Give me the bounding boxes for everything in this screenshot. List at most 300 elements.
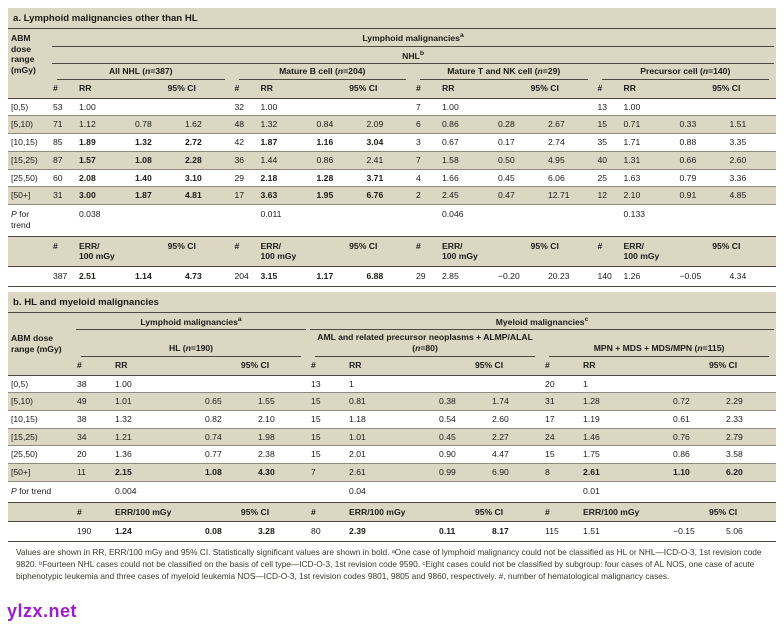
table-cell: 2.29 bbox=[723, 393, 776, 411]
col-count: # bbox=[413, 236, 439, 266]
table-cell: 0.47 bbox=[495, 187, 545, 205]
span-header-nhl: NHL$^b$ bbox=[50, 47, 776, 65]
table-cell: 0.86 bbox=[670, 446, 723, 464]
table-cell: 1.71 bbox=[621, 134, 677, 152]
table-cell: 2.61 bbox=[346, 464, 436, 482]
table-cell: 2.41 bbox=[364, 151, 414, 169]
table-cell bbox=[670, 375, 723, 393]
table-cell: [5,10) bbox=[8, 393, 74, 411]
table-cell bbox=[8, 267, 50, 287]
table-cell: 0.78 bbox=[132, 116, 182, 134]
table-cell: 32 bbox=[232, 98, 258, 116]
table-cell: 3.10 bbox=[182, 169, 232, 187]
span-header-lymphoid: Lymphoid malignancies$^a$ bbox=[50, 29, 776, 47]
table-cell: 60 bbox=[50, 169, 76, 187]
table-cell: 25 bbox=[595, 169, 621, 187]
table-cell: 2.61 bbox=[580, 464, 670, 482]
table-cell: 4.30 bbox=[255, 464, 308, 482]
table-cell: 0.11 bbox=[436, 522, 489, 542]
table-cell: 2.79 bbox=[723, 428, 776, 446]
table-row bbox=[8, 446, 776, 464]
table-cell: 0.77 bbox=[202, 446, 255, 464]
table-row bbox=[8, 134, 776, 152]
table-cell: 1.18 bbox=[346, 411, 436, 429]
col-ci: 95% CI bbox=[670, 357, 776, 375]
col-rr: RR bbox=[258, 80, 314, 98]
table-cell: 80 bbox=[308, 522, 346, 542]
col-err: ERR/100 mGy bbox=[112, 502, 202, 522]
table-cell: 15 bbox=[542, 446, 580, 464]
table-cell: 6.88 bbox=[364, 267, 414, 287]
table-cell bbox=[723, 375, 776, 393]
table-cell: 49 bbox=[74, 393, 112, 411]
table-cell: 0.38 bbox=[436, 393, 489, 411]
table-cell: 115 bbox=[542, 522, 580, 542]
table-cell: 6.76 bbox=[364, 187, 414, 205]
col-err: ERR/100 mGy bbox=[346, 502, 436, 522]
col-ci: 95% CI bbox=[202, 502, 308, 522]
table-cell: 1.14 bbox=[132, 267, 182, 287]
table-cell: 38 bbox=[74, 375, 112, 393]
col-rr: RR bbox=[439, 80, 495, 98]
panel-a-table bbox=[8, 29, 776, 287]
table-cell: 85 bbox=[50, 134, 76, 152]
table-cell: 1.63 bbox=[621, 169, 677, 187]
table-cell: 1.55 bbox=[255, 393, 308, 411]
table-cell: 1.75 bbox=[580, 446, 670, 464]
p-trend-row bbox=[8, 205, 776, 236]
table-cell: 1.00 bbox=[258, 98, 314, 116]
table-cell: 1.12 bbox=[76, 116, 132, 134]
table-cell: 20 bbox=[74, 446, 112, 464]
table-cell bbox=[677, 98, 727, 116]
table-cell: 1.17 bbox=[314, 267, 364, 287]
col-ci: 95% CI bbox=[677, 236, 777, 266]
table-cell: [15,25) bbox=[8, 428, 74, 446]
table-cell: 4.85 bbox=[727, 187, 777, 205]
table-cell: 0.17 bbox=[495, 134, 545, 152]
table-cell: 4.95 bbox=[545, 151, 595, 169]
table-cell: 1.57 bbox=[76, 151, 132, 169]
watermark: ylzx.net bbox=[7, 601, 78, 621]
col-count: # bbox=[595, 80, 621, 98]
table-cell: 15 bbox=[308, 411, 346, 429]
table-cell: −0.15 bbox=[670, 522, 723, 542]
table-cell: 1.00 bbox=[621, 98, 677, 116]
table-cell: 87 bbox=[50, 151, 76, 169]
table-cell: 71 bbox=[50, 116, 76, 134]
table-cell: [15,25) bbox=[8, 151, 50, 169]
table-cell bbox=[436, 375, 489, 393]
table-cell: 20 bbox=[542, 375, 580, 393]
table-cell: −0.20 bbox=[495, 267, 545, 287]
table-cell bbox=[8, 522, 74, 542]
table-cell: 1.28 bbox=[580, 393, 670, 411]
table-row bbox=[8, 522, 776, 542]
table-cell: 7 bbox=[308, 464, 346, 482]
table-cell: 0.79 bbox=[677, 169, 727, 187]
table-cell: 31 bbox=[50, 187, 76, 205]
col-ci: 95% CI bbox=[495, 236, 595, 266]
col-err: ERR/ 100 mGy bbox=[76, 236, 132, 266]
table-row bbox=[8, 375, 776, 393]
table-cell: 2.10 bbox=[621, 187, 677, 205]
table-cell: −0.05 bbox=[677, 267, 727, 287]
span-header-myeloid: Myeloid malignancies$^c$ bbox=[308, 313, 776, 331]
table-row bbox=[8, 428, 776, 446]
table-cell: 1.19 bbox=[580, 411, 670, 429]
table-row bbox=[8, 169, 776, 187]
table-cell: 40 bbox=[595, 151, 621, 169]
table-cell bbox=[255, 375, 308, 393]
table-cell: 15 bbox=[595, 116, 621, 134]
table-cell bbox=[545, 98, 595, 116]
table-cell bbox=[314, 98, 364, 116]
span-header-lymphoid: Lymphoid malignancies$^a$ bbox=[74, 313, 308, 331]
table-cell: 2.27 bbox=[489, 428, 542, 446]
table-cell: 1.36 bbox=[112, 446, 202, 464]
table-cell: 13 bbox=[595, 98, 621, 116]
table-cell: [50+] bbox=[8, 187, 50, 205]
col-err: ERR/ 100 mGy bbox=[621, 236, 677, 266]
table-cell: 2.45 bbox=[439, 187, 495, 205]
col-count: # bbox=[595, 236, 621, 266]
table-cell: 0.54 bbox=[436, 411, 489, 429]
table-cell: 3.00 bbox=[76, 187, 132, 205]
col-ci: 95% CI bbox=[670, 502, 776, 522]
col-count: # bbox=[232, 80, 258, 98]
table-cell: [25,50) bbox=[8, 169, 50, 187]
table-cell: 1.10 bbox=[670, 464, 723, 482]
table-cell bbox=[364, 98, 414, 116]
table-cell: 2 bbox=[413, 187, 439, 205]
table-cell: 3.15 bbox=[258, 267, 314, 287]
table-cell bbox=[202, 375, 255, 393]
table-cell: 53 bbox=[50, 98, 76, 116]
table-cell: [10,15) bbox=[8, 411, 74, 429]
table-cell: 15 bbox=[308, 446, 346, 464]
table-cell: 4.34 bbox=[727, 267, 777, 287]
col-count: # bbox=[542, 502, 580, 522]
col-ci: 95% CI bbox=[314, 236, 414, 266]
group-header-mature-t-nk: Mature T and NK cell (n=29) bbox=[413, 64, 595, 80]
table-cell: 4.81 bbox=[182, 187, 232, 205]
table-cell: 1.00 bbox=[76, 98, 132, 116]
table-cell: 1.32 bbox=[258, 116, 314, 134]
table-cell: 0.33 bbox=[677, 116, 727, 134]
p-trend-value: 0.004 bbox=[112, 481, 202, 502]
table-row bbox=[8, 98, 776, 116]
table-row bbox=[8, 267, 776, 287]
table-row bbox=[8, 116, 776, 134]
col-rr: RR bbox=[112, 357, 202, 375]
dose-range-header: ABM dose range (mGy) bbox=[8, 313, 74, 375]
table-cell: 17 bbox=[542, 411, 580, 429]
table-cell: 1.89 bbox=[76, 134, 132, 152]
col-count: # bbox=[232, 236, 258, 266]
table-cell: 4 bbox=[413, 169, 439, 187]
col-count: # bbox=[542, 357, 580, 375]
table-cell: 2.18 bbox=[258, 169, 314, 187]
col-rr: RR bbox=[76, 80, 132, 98]
footnote: Values are shown in RR, ERR/100 mGy and 95% CI. Statistically significant values are shown in bold. ᵃOne case of lymphoid malignancy could not be classified as HL or NHL—ICD-O-3, 1st revision code 9820. ᵇFourteen NHL cases could not be classified on the basis of cell type—ICD-O-3, 1st revision code 9590. ᶜEight cases could not be classified by subgroup: four cases of AL NOS, one case of acute biphenotypic leukemia and three cases of myeloid leukemia NOS—ICD-O-3, 1st revision codes 9801, 9805 and 9860, respectively. #, number of hematological malignancy cases. bbox=[16, 547, 762, 582]
table-cell: 7 bbox=[413, 98, 439, 116]
table-cell: 24 bbox=[542, 428, 580, 446]
table-cell: [25,50) bbox=[8, 446, 74, 464]
table-cell: 2.60 bbox=[727, 151, 777, 169]
col-err: ERR/ 100 mGy bbox=[258, 236, 314, 266]
table-cell bbox=[182, 98, 232, 116]
table-cell: 1.46 bbox=[580, 428, 670, 446]
p-trend-value: 0.011 bbox=[258, 205, 314, 236]
table-row bbox=[8, 411, 776, 429]
table-cell: 5.06 bbox=[723, 522, 776, 542]
table-cell: 2.85 bbox=[439, 267, 495, 287]
table-cell: 1.95 bbox=[314, 187, 364, 205]
group-header-hl: HL (n=190) bbox=[74, 330, 308, 356]
table-cell: 2.09 bbox=[364, 116, 414, 134]
p-trend-value: 0.038 bbox=[76, 205, 132, 236]
table-cell: 12.71 bbox=[545, 187, 595, 205]
table-cell: 3.63 bbox=[258, 187, 314, 205]
table-cell: 2.60 bbox=[489, 411, 542, 429]
table-cell: 0.67 bbox=[439, 134, 495, 152]
table-cell: 1.74 bbox=[489, 393, 542, 411]
col-ci: 95% CI bbox=[677, 80, 777, 98]
table-cell: 0.90 bbox=[436, 446, 489, 464]
table-cell: 1.31 bbox=[621, 151, 677, 169]
table-cell: 387 bbox=[50, 267, 76, 287]
table-cell: 0.72 bbox=[670, 393, 723, 411]
col-count: # bbox=[50, 80, 76, 98]
table-cell: 1.66 bbox=[439, 169, 495, 187]
table-cell: 38 bbox=[74, 411, 112, 429]
err-header-row bbox=[8, 236, 776, 266]
table-cell: 0.81 bbox=[346, 393, 436, 411]
table-cell: 34 bbox=[74, 428, 112, 446]
table-cell: 6.06 bbox=[545, 169, 595, 187]
table-cell: 3.36 bbox=[727, 169, 777, 187]
table-cell: 4.47 bbox=[489, 446, 542, 464]
table-cell: 0.50 bbox=[495, 151, 545, 169]
table-cell: 2.72 bbox=[182, 134, 232, 152]
col-rr: RR bbox=[580, 357, 670, 375]
table-cell: 0.99 bbox=[436, 464, 489, 482]
table-cell: 8.17 bbox=[489, 522, 542, 542]
table-cell: 29 bbox=[232, 169, 258, 187]
table-cell: 7 bbox=[413, 151, 439, 169]
table-cell: 12 bbox=[595, 187, 621, 205]
table-cell: 2.28 bbox=[182, 151, 232, 169]
panel-b-table bbox=[8, 313, 776, 542]
col-count: # bbox=[74, 357, 112, 375]
table-cell: 48 bbox=[232, 116, 258, 134]
group-header-precursor: Precursor cell (n=140) bbox=[595, 64, 777, 80]
p-trend-value: 0.04 bbox=[346, 481, 436, 502]
table-cell: 2.74 bbox=[545, 134, 595, 152]
table-cell: 0.71 bbox=[621, 116, 677, 134]
table-cell: 204 bbox=[232, 267, 258, 287]
table-cell bbox=[132, 98, 182, 116]
col-ci: 95% CI bbox=[495, 80, 595, 98]
col-ci: 95% CI bbox=[202, 357, 308, 375]
column-header-row bbox=[8, 80, 776, 98]
table-cell: 2.39 bbox=[346, 522, 436, 542]
col-count: # bbox=[308, 502, 346, 522]
col-ci: 95% CI bbox=[436, 502, 542, 522]
table-cell: 1.87 bbox=[132, 187, 182, 205]
table-cell: 2.08 bbox=[76, 169, 132, 187]
table-cell: 0.84 bbox=[314, 116, 364, 134]
table-cell: 1.32 bbox=[112, 411, 202, 429]
table-cell: 4.73 bbox=[182, 267, 232, 287]
table-cell: 15 bbox=[308, 393, 346, 411]
p-trend-row bbox=[8, 481, 776, 502]
table-cell: 0.88 bbox=[677, 134, 727, 152]
table-cell: 0.45 bbox=[495, 169, 545, 187]
table-cell: [50+] bbox=[8, 464, 74, 482]
table-cell: 140 bbox=[595, 267, 621, 287]
col-err: ERR/100 mGy bbox=[580, 502, 670, 522]
table-cell: 1.26 bbox=[621, 267, 677, 287]
col-count: # bbox=[74, 502, 112, 522]
table-cell: 0.61 bbox=[670, 411, 723, 429]
group-header-aml: AML and related precursor neoplasms + ALMP/ALAL (n=80) bbox=[308, 330, 542, 356]
table-cell: 2.10 bbox=[255, 411, 308, 429]
table-cell: 2.15 bbox=[112, 464, 202, 482]
table-cell: 0.28 bbox=[495, 116, 545, 134]
table-cell: 3.71 bbox=[364, 169, 414, 187]
table-cell: 8 bbox=[542, 464, 580, 482]
table-cell: 31 bbox=[542, 393, 580, 411]
table-cell: 1.00 bbox=[439, 98, 495, 116]
err-header-row bbox=[8, 502, 776, 522]
table-cell: 29 bbox=[413, 267, 439, 287]
col-ci: 95% CI bbox=[436, 357, 542, 375]
table-cell: [0,5) bbox=[8, 98, 50, 116]
p-trend-value: 0.01 bbox=[580, 481, 670, 502]
group-header-all-nhl: All NHL (n=387) bbox=[50, 64, 232, 80]
p-trend-value: 0.046 bbox=[439, 205, 495, 236]
table-cell: 3.58 bbox=[723, 446, 776, 464]
table-cell: 2.51 bbox=[76, 267, 132, 287]
column-header-row bbox=[8, 357, 776, 375]
table-cell: 1.44 bbox=[258, 151, 314, 169]
table-cell: 13 bbox=[308, 375, 346, 393]
table-cell bbox=[727, 98, 777, 116]
table-cell bbox=[489, 375, 542, 393]
table-cell: 2.33 bbox=[723, 411, 776, 429]
table-cell: 1.00 bbox=[112, 375, 202, 393]
table-cell: 0.91 bbox=[677, 187, 727, 205]
table-cell: 0.82 bbox=[202, 411, 255, 429]
table-row bbox=[8, 151, 776, 169]
group-header-mpn-mds: MPN + MDS + MDS/MPN (n=115) bbox=[542, 330, 776, 356]
table-cell: 2.38 bbox=[255, 446, 308, 464]
table-row bbox=[8, 464, 776, 482]
table-row bbox=[8, 187, 776, 205]
table-cell: 3.28 bbox=[255, 522, 308, 542]
col-ci: 95% CI bbox=[132, 236, 232, 266]
table-cell: 2.01 bbox=[346, 446, 436, 464]
table-cell: 6.20 bbox=[723, 464, 776, 482]
table-cell: 1.16 bbox=[314, 134, 364, 152]
group-header-mature-b: Mature B cell (n=204) bbox=[232, 64, 414, 80]
table-cell: 1.98 bbox=[255, 428, 308, 446]
table-cell: 1 bbox=[580, 375, 670, 393]
table-cell: 6.90 bbox=[489, 464, 542, 482]
table-cell: 0.45 bbox=[436, 428, 489, 446]
col-count: # bbox=[413, 80, 439, 98]
table-cell: 11 bbox=[74, 464, 112, 482]
table-cell: 1.01 bbox=[346, 428, 436, 446]
p-trend-value: 0.133 bbox=[621, 205, 677, 236]
table-cell: 1.87 bbox=[258, 134, 314, 152]
table-cell: 1.58 bbox=[439, 151, 495, 169]
table-cell: 0.74 bbox=[202, 428, 255, 446]
table-row bbox=[8, 393, 776, 411]
table-cell: 1.01 bbox=[112, 393, 202, 411]
table-cell: 1.62 bbox=[182, 116, 232, 134]
table-cell: 1.24 bbox=[112, 522, 202, 542]
col-rr: RR bbox=[346, 357, 436, 375]
col-count: # bbox=[308, 357, 346, 375]
col-rr: RR bbox=[621, 80, 677, 98]
table-cell: 0.66 bbox=[677, 151, 727, 169]
table-cell: 1.08 bbox=[202, 464, 255, 482]
table-cell: 36 bbox=[232, 151, 258, 169]
table-cell: [0,5) bbox=[8, 375, 74, 393]
table-cell: 6 bbox=[413, 116, 439, 134]
table-cell: 0.76 bbox=[670, 428, 723, 446]
table-cell: 0.86 bbox=[439, 116, 495, 134]
panel-a-title: a. Lymphoid malignancies other than HL bbox=[8, 8, 776, 29]
table-cell bbox=[495, 98, 545, 116]
table-cell: 0.08 bbox=[202, 522, 255, 542]
table-cell: 1.08 bbox=[132, 151, 182, 169]
p-trend-label: P for trend bbox=[8, 205, 50, 236]
panel-b-title: b. HL and myeloid malignancies bbox=[8, 292, 776, 313]
table-cell: [10,15) bbox=[8, 134, 50, 152]
col-ci: 95% CI bbox=[132, 80, 232, 98]
table-cell: 42 bbox=[232, 134, 258, 152]
table-cell: 1.21 bbox=[112, 428, 202, 446]
table-cell: 15 bbox=[308, 428, 346, 446]
table-cell: 35 bbox=[595, 134, 621, 152]
p-trend-label: P for trend bbox=[8, 481, 74, 502]
table-cell: 1.28 bbox=[314, 169, 364, 187]
table-cell: 1 bbox=[346, 375, 436, 393]
table-cell: [5,10) bbox=[8, 116, 50, 134]
col-count: # bbox=[50, 236, 76, 266]
table-cell: 190 bbox=[74, 522, 112, 542]
table-cell: 0.86 bbox=[314, 151, 364, 169]
col-err: ERR/ 100 mGy bbox=[439, 236, 495, 266]
table-cell: 20.23 bbox=[545, 267, 595, 287]
table-cell: 1.32 bbox=[132, 134, 182, 152]
table-cell: 1.51 bbox=[727, 116, 777, 134]
table-cell: 3.35 bbox=[727, 134, 777, 152]
table-cell: 0.65 bbox=[202, 393, 255, 411]
table-cell: 1.51 bbox=[580, 522, 670, 542]
table-cell: 2.67 bbox=[545, 116, 595, 134]
table-cell: 17 bbox=[232, 187, 258, 205]
table-cell: 3.04 bbox=[364, 134, 414, 152]
table-cell: 3 bbox=[413, 134, 439, 152]
dose-range-header: ABM dose range (mGy) bbox=[8, 29, 50, 98]
col-ci: 95% CI bbox=[314, 80, 414, 98]
table-cell: 1.40 bbox=[132, 169, 182, 187]
